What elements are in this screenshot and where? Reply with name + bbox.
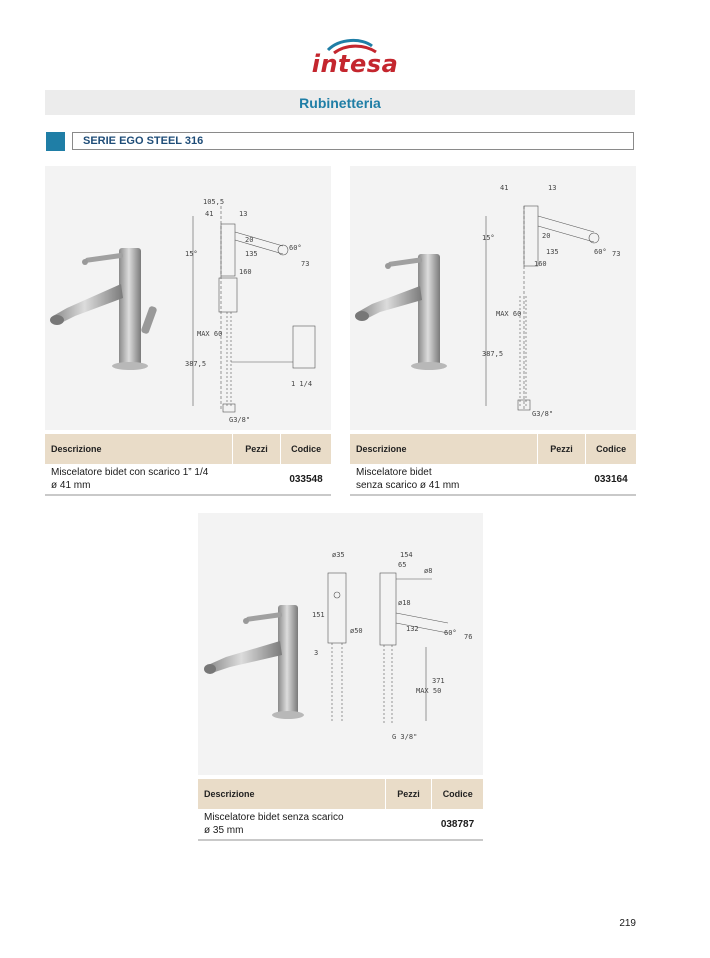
svg-text:20: 20 [245, 236, 254, 244]
product-table-2 [350, 434, 636, 496]
svg-text:105,5: 105,5 [203, 198, 225, 206]
table-row [45, 464, 331, 496]
description-line-2: ø 35 mm [204, 825, 244, 836]
header-descrizione: Descrizione [356, 444, 407, 454]
header-descrizione: Descrizione [204, 789, 255, 799]
svg-text:ø8: ø8 [424, 567, 433, 575]
table-header [350, 434, 636, 464]
product-table-1 [45, 434, 331, 496]
svg-text:MAX 60: MAX 60 [197, 330, 223, 338]
header-codice: Codice [585, 434, 636, 464]
svg-text:73: 73 [301, 260, 310, 268]
svg-text:60°: 60° [594, 248, 607, 256]
table-header [198, 779, 483, 809]
faucet-photo-2 [350, 206, 490, 426]
svg-text:135: 135 [546, 248, 559, 256]
technical-drawing-1 [183, 176, 331, 426]
svg-text:15°: 15° [185, 250, 198, 258]
svg-text:65: 65 [398, 561, 407, 569]
svg-text:73: 73 [612, 250, 621, 258]
svg-text:132: 132 [406, 625, 419, 633]
header-pezzi: Pezzi [232, 434, 281, 464]
svg-text:387,5: 387,5 [482, 350, 504, 358]
svg-text:MAX 50: MAX 50 [416, 687, 442, 695]
product-description [198, 811, 386, 837]
series-label: SERIE EGO STEEL 316 [83, 135, 204, 147]
faucet-photo-3 [198, 553, 318, 773]
description-line-1: Miscelatore bidet con scarico 1” 1/4 [51, 467, 209, 478]
header-descrizione: Descrizione [51, 444, 102, 454]
product-image-panel-3 [198, 513, 483, 775]
description-line-1: Miscelatore bidet senza scarico [204, 812, 344, 823]
svg-text:13: 13 [548, 184, 557, 192]
table-header [45, 434, 331, 464]
svg-text:60°: 60° [444, 629, 457, 637]
svg-text:15°: 15° [482, 234, 495, 242]
svg-text:20: 20 [542, 232, 551, 240]
product-description [350, 466, 538, 492]
faucet-photo-1 [45, 206, 185, 426]
svg-text:60°: 60° [289, 244, 302, 252]
product-code: 038787 [440, 818, 475, 830]
svg-text:G3/8": G3/8" [532, 410, 554, 418]
product-table-3 [198, 779, 483, 841]
svg-text:ø18: ø18 [398, 599, 411, 607]
svg-text:41: 41 [500, 184, 509, 192]
brand-name: intesa [311, 50, 399, 78]
header-codice: Codice [280, 434, 331, 464]
page-number: 219 [619, 918, 636, 929]
description-line-1: Miscelatore bidet [356, 467, 432, 478]
svg-text:160: 160 [239, 268, 252, 276]
svg-text:13: 13 [239, 210, 248, 218]
header-codice: Codice [431, 779, 483, 809]
page-title-band [45, 90, 635, 115]
header-pezzi: Pezzi [537, 434, 586, 464]
svg-text:ø35: ø35 [332, 551, 345, 559]
product-code: 033164 [594, 473, 628, 485]
svg-text:151: 151 [312, 611, 325, 619]
product-code: 033548 [289, 473, 323, 485]
svg-text:135: 135 [245, 250, 258, 258]
technical-drawing-3 [308, 543, 478, 773]
page-title: Rubinetteria [299, 94, 381, 111]
series-header [72, 132, 634, 150]
technical-drawing-2 [480, 176, 630, 426]
svg-text:MAX 60: MAX 60 [496, 310, 522, 318]
svg-text:3: 3 [314, 649, 319, 657]
product-description [45, 466, 233, 492]
svg-text:387,5: 387,5 [185, 360, 207, 368]
svg-text:ø50: ø50 [350, 627, 363, 635]
product-image-panel-2 [350, 166, 636, 430]
description-line-2: senza scarico ø 41 mm [356, 480, 460, 491]
description-line-2: ø 41 mm [51, 480, 91, 491]
svg-text:41: 41 [205, 210, 214, 218]
series-marker [46, 132, 65, 151]
brand-logo [300, 36, 410, 82]
svg-text:1 1/4: 1 1/4 [291, 380, 313, 388]
svg-text:76: 76 [464, 633, 473, 641]
svg-text:160: 160 [534, 260, 547, 268]
svg-text:G 3/8": G 3/8" [392, 733, 418, 741]
svg-text:G3/8": G3/8" [229, 416, 251, 424]
table-row [350, 464, 636, 496]
product-image-panel-1 [45, 166, 331, 430]
table-row [198, 809, 483, 841]
svg-text:154: 154 [400, 551, 413, 559]
header-pezzi: Pezzi [385, 779, 432, 809]
svg-text:371: 371 [432, 677, 445, 685]
